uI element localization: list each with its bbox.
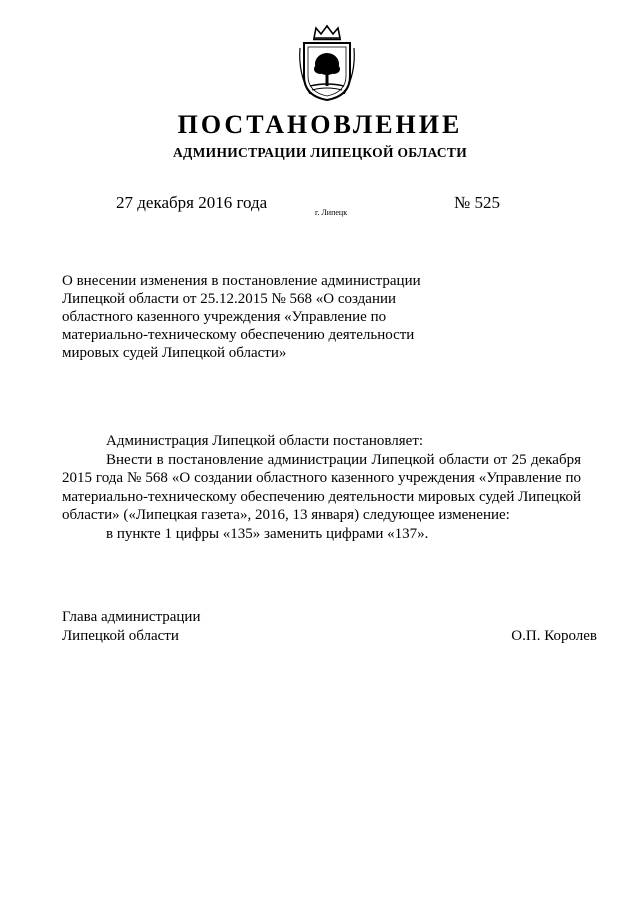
body-line-resolves: Администрация Липецкой области постановляет: [106, 433, 424, 449]
subject-line: Липецкой области от 25.12.2015 № 568 «О создании [62, 291, 397, 307]
signature-block [62, 608, 597, 645]
document-body [62, 432, 581, 543]
signature-name: О.П. Королев [511, 627, 597, 644]
body-line: 2015 года № 568 «О создании областного казенного учреждения «Управление по [62, 470, 581, 486]
body-line: материально-техническому обеспечению деятельности мировых судей Липецкой [62, 488, 582, 505]
body-line-change: в пункте 1 цифры «135» заменить цифрами «137». [106, 525, 429, 542]
coat-of-arms-icon [296, 24, 358, 102]
subject-line: материально-техническому обеспечению деятельности [62, 327, 415, 343]
body-line: Внести в постановление администрации Липецкой области от 25 декабря [106, 451, 581, 468]
subject-line: О внесении изменения в постановление администрации [62, 273, 421, 289]
document-subject [62, 272, 442, 362]
subject-line: мировых судей Липецкой области» [62, 345, 287, 361]
document-city: г. Липецк [315, 208, 348, 217]
document-date: 27 декабря 2016 года [116, 193, 268, 212]
subject-line: областного казенного учреждения «Управление по [62, 309, 387, 325]
document-subtitle: АДМИНИСТРАЦИИ ЛИПЕЦКОЙ ОБЛАСТИ [172, 145, 468, 160]
document-number: № 525 [454, 193, 500, 212]
document-title: ПОСТАНОВЛЕНИЕ [177, 110, 463, 139]
body-line: области» («Липецкая газета», 2016, 13 января) следующее изменение: [62, 507, 510, 523]
signature-position-region: Липецкой области [62, 627, 179, 644]
signature-position: Глава администрации [62, 609, 201, 625]
